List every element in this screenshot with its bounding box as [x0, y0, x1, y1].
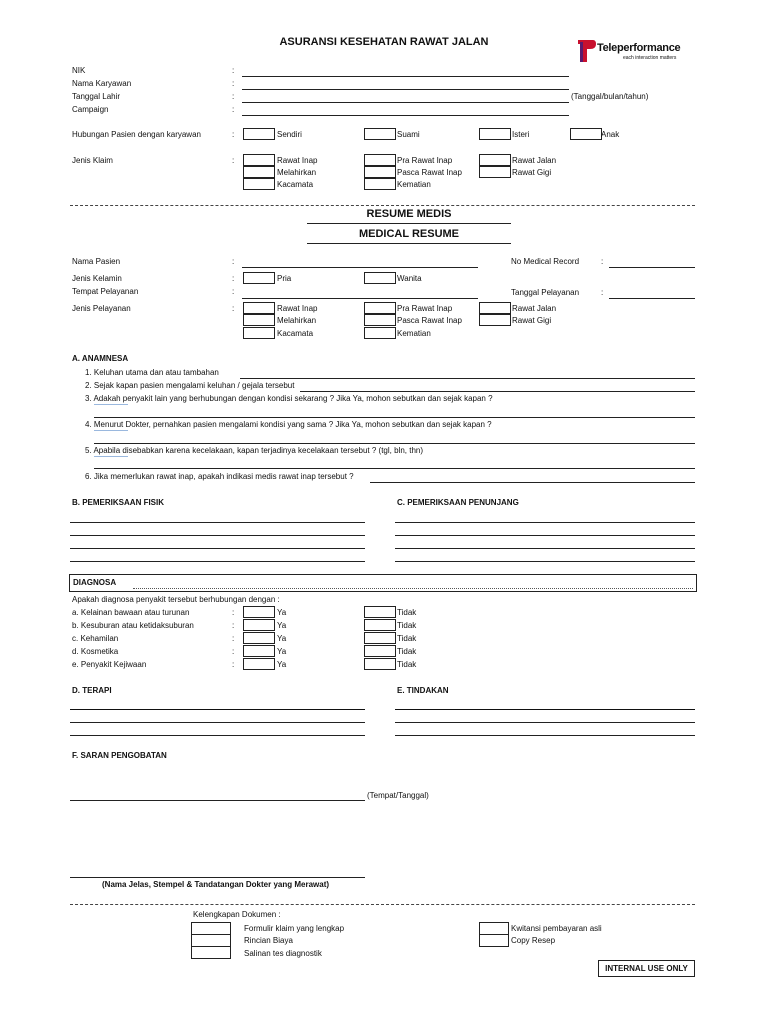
checkbox-klaim-rawat-gigi[interactable]	[479, 166, 511, 178]
fisik-line-3[interactable]	[70, 548, 365, 549]
anamnesa-heading: A. ANAMNESA	[72, 354, 129, 363]
anamnesa-answer-2[interactable]	[300, 391, 695, 392]
label-tidak-c: Tidak	[397, 634, 417, 643]
fisik-line-1[interactable]	[70, 522, 365, 523]
tempat-tanggal-label: (Tempat/Tanggal)	[367, 791, 429, 800]
diagnosa-box[interactable]	[69, 574, 697, 592]
nik-label: NIK	[72, 66, 86, 75]
diagnosa-row-e: e. Penyakit Kejiwaan	[72, 660, 147, 669]
option-wanita: Wanita	[397, 274, 422, 283]
diagnosa-colon-b: :	[232, 621, 235, 630]
label-tidak-d: Tidak	[397, 647, 417, 656]
anamnesa-item-1: 1. Keluhan utama dan atau tambahan	[85, 368, 219, 377]
pelayanan-kacamata: Kacamata	[277, 329, 314, 338]
checkbox-pria[interactable]	[243, 272, 275, 284]
jenis-kelamin-colon: :	[232, 274, 235, 283]
jenis-pelayanan-label: Jenis Pelayanan	[72, 304, 131, 313]
logo-brand: Teleperformance	[597, 42, 681, 54]
diagnosa-colon-a: :	[232, 608, 235, 617]
hubungan-label: Hubungan Pasien dengan karyawan	[72, 130, 201, 139]
checkbox-klaim-rawat-jalan[interactable]	[479, 154, 511, 166]
fisik-line-2[interactable]	[70, 535, 365, 536]
checkbox-salinan-tes[interactable]	[191, 946, 231, 959]
nik-colon: :	[232, 66, 235, 75]
checkbox-suami[interactable]	[364, 128, 396, 140]
doc-kwitansi: Kwitansi pembayaran asli	[511, 924, 602, 933]
checkbox-wanita[interactable]	[364, 272, 396, 284]
checkbox-klaim-melahirkan[interactable]	[243, 166, 275, 178]
anamnesa-answer-6[interactable]	[370, 482, 695, 483]
klaim-kacamata: Kacamata	[277, 180, 314, 189]
checkbox-ya-c[interactable]	[243, 632, 275, 644]
klaim-pra-rawat-inap: Pra Rawat Inap	[397, 156, 453, 165]
diagnosa-question: Apakah diagnosa penyakit tersebut berhubungan dengan :	[72, 595, 280, 604]
nama-karyawan-label: Nama Karyawan	[72, 79, 132, 88]
penunjang-line-2[interactable]	[395, 535, 695, 536]
checkbox-pelayanan-kematian[interactable]	[364, 327, 396, 339]
doc-rincian-biaya: Rincian Biaya	[244, 936, 293, 945]
tanggal-pelayanan-field[interactable]	[609, 298, 695, 299]
tempat-pelayanan-label: Tempat Pelayanan	[72, 287, 139, 296]
pemeriksaan-fisik-heading: B. PEMERIKSAAN FISIK	[72, 498, 165, 507]
teleperformance-logo-icon	[575, 38, 597, 64]
checkbox-pelayanan-kacamata[interactable]	[243, 327, 275, 339]
no-medical-record-field[interactable]	[609, 267, 695, 268]
checkbox-pelayanan-pasca-rawat-inap[interactable]	[364, 314, 396, 326]
tindakan-heading: E. TINDAKAN	[397, 686, 449, 695]
hubungan-colon: :	[232, 130, 235, 139]
campaign-label: Campaign	[72, 105, 109, 114]
label-ya-d: Ya	[277, 647, 287, 656]
anamnesa-item-3: 3. Adakah penyakit lain yang berhubungan dengan kondisi sekarang ? Jika Ya, mohon sebutkan dan sejak kapan ?	[85, 394, 493, 403]
kelengkapan-heading: Kelengkapan Dokumen :	[193, 910, 281, 919]
checkbox-pelayanan-rawat-gigi[interactable]	[479, 314, 511, 326]
checkbox-ya-b[interactable]	[243, 619, 275, 631]
divider-dashed-2	[70, 904, 695, 905]
option-anak: Anak	[601, 130, 620, 139]
checkbox-ya-e[interactable]	[243, 658, 275, 670]
diagnosa-colon-c: :	[232, 634, 235, 643]
checkbox-isteri[interactable]	[479, 128, 511, 140]
pelayanan-pra-rawat-inap: Pra Rawat Inap	[397, 304, 453, 313]
anamnesa-mark-4	[94, 430, 128, 431]
tindakan-line-1[interactable]	[395, 709, 695, 710]
checkbox-klaim-rawat-inap[interactable]	[243, 154, 275, 166]
label-ya-e: Ya	[277, 660, 287, 669]
diagnosa-row-a: a. Kelainan bawaan atau turunan	[72, 608, 190, 617]
checkbox-klaim-pasca-rawat-inap[interactable]	[364, 166, 396, 178]
jenis-klaim-colon: :	[232, 156, 235, 165]
tindakan-line-3[interactable]	[395, 735, 695, 736]
checkbox-tidak-d[interactable]	[364, 645, 396, 657]
diagnosa-row-d: d. Kosmetika	[72, 647, 119, 656]
pelayanan-kematian: Kematian	[397, 329, 431, 338]
anamnesa-answer-4[interactable]	[94, 443, 695, 444]
tempat-pelayanan-colon: :	[232, 287, 235, 296]
klaim-rawat-jalan: Rawat Jalan	[512, 156, 557, 165]
anamnesa-answer-5[interactable]	[94, 468, 695, 469]
diagnosa-colon-d: :	[232, 647, 235, 656]
diagnosa-field[interactable]	[133, 588, 693, 589]
anamnesa-mark-5	[94, 456, 128, 457]
label-ya-b: Ya	[277, 621, 287, 630]
pelayanan-rawat-inap: Rawat Inap	[277, 304, 318, 313]
anamnesa-item-4: 4. Menurut Dokter, pernahkan pasien mengalami kondisi yang sama ? Jika Ya, mohon sebutkan dan sejak kapan ?	[85, 420, 492, 429]
diagnosa-row-c: c. Kehamilan	[72, 634, 119, 643]
no-medical-record-colon: :	[601, 257, 604, 266]
pelayanan-rawat-gigi: Rawat Gigi	[512, 316, 552, 325]
logo-tagline: each interaction matters	[623, 55, 677, 61]
checkbox-tidak-e[interactable]	[364, 658, 396, 670]
logo	[575, 38, 695, 68]
diagnosa-heading: DIAGNOSA	[73, 578, 117, 587]
fisik-line-4[interactable]	[70, 561, 365, 562]
checkbox-pelayanan-rawat-inap[interactable]	[243, 302, 275, 314]
nama-karyawan-field[interactable]	[242, 89, 569, 90]
anamnesa-answer-1[interactable]	[240, 378, 695, 379]
signature-caption: (Nama Jelas, Stempel & Tandatangan Dokter yang Merawat)	[102, 880, 330, 889]
label-ya-c: Ya	[277, 634, 287, 643]
nama-pasien-field[interactable]	[242, 267, 478, 268]
penunjang-line-1[interactable]	[395, 522, 695, 523]
anamnesa-item-6: 6. Jika memerlukan rawat inap, apakah indikasi medis rawat inap tersebut ?	[85, 472, 354, 481]
option-suami: Suami	[397, 130, 420, 139]
checkbox-klaim-pra-rawat-inap[interactable]	[364, 154, 396, 166]
internal-use-box	[598, 960, 695, 977]
option-pria: Pria	[277, 274, 292, 283]
label-tidak-b: Tidak	[397, 621, 417, 630]
jenis-pelayanan-colon: :	[232, 304, 235, 313]
tempat-pelayanan-field[interactable]	[242, 298, 478, 299]
no-medical-record-label: No Medical Record	[511, 257, 580, 266]
checkbox-klaim-kematian[interactable]	[364, 178, 396, 190]
option-sendiri: Sendiri	[277, 130, 302, 139]
resume-medis-title: RESUME MEDIS	[366, 208, 452, 220]
nik-field[interactable]	[242, 76, 569, 77]
klaim-pasca-rawat-inap: Pasca Rawat Inap	[397, 168, 462, 177]
label-tidak-e: Tidak	[397, 660, 417, 669]
terapi-heading: D. TERAPI	[72, 686, 112, 695]
doc-copy-resep: Copy Resep	[511, 936, 556, 945]
klaim-rawat-inap: Rawat Inap	[277, 156, 318, 165]
checkbox-klaim-kacamata[interactable]	[243, 178, 275, 190]
campaign-field[interactable]	[242, 115, 569, 116]
checkbox-pelayanan-rawat-jalan[interactable]	[479, 302, 511, 314]
anamnesa-item-5: 5. Apabila disebabkan karena kecelakaan, kapan terjadinya kecelakaan tersebut ? (tgl, bln, thn)	[85, 446, 423, 455]
checkbox-copy-resep[interactable]	[479, 934, 509, 947]
penunjang-line-3[interactable]	[395, 548, 695, 549]
klaim-melahirkan: Melahirkan	[277, 168, 317, 177]
klaim-kematian: Kematian	[397, 180, 431, 189]
terapi-line-3[interactable]	[70, 735, 365, 736]
tanggal-pelayanan-colon: :	[601, 288, 604, 297]
checkbox-sendiri[interactable]	[243, 128, 275, 140]
pemeriksaan-penunjang-heading: C. PEMERIKSAAN PENUNJANG	[397, 498, 519, 507]
checkbox-ya-d[interactable]	[243, 645, 275, 657]
checkbox-ya-a[interactable]	[243, 606, 275, 618]
checkbox-tidak-a[interactable]	[364, 606, 396, 618]
terapi-line-2[interactable]	[70, 722, 365, 723]
pelayanan-pasca-rawat-inap: Pasca Rawat Inap	[397, 316, 462, 325]
medical-resume-underline	[307, 243, 511, 244]
klaim-rawat-gigi: Rawat Gigi	[512, 168, 552, 177]
anamnesa-mark-3	[94, 404, 128, 405]
nama-pasien-colon: :	[232, 257, 235, 266]
tempat-tanggal-field[interactable]	[70, 800, 365, 801]
label-tidak-a: Tidak	[397, 608, 417, 617]
option-isteri: Isteri	[512, 130, 530, 139]
terapi-line-1[interactable]	[70, 709, 365, 710]
doc-salinan-tes: Salinan tes diagnostik	[244, 949, 322, 958]
tanggal-lahir-colon: :	[232, 92, 235, 101]
tanggal-format-hint: (Tanggal/bulan/tahun)	[571, 92, 649, 101]
tanggal-pelayanan-label: Tanggal Pelayanan	[511, 288, 580, 297]
nama-pasien-label: Nama Pasien	[72, 257, 121, 266]
diagnosa-row-b: b. Kesuburan atau ketidaksuburan	[72, 621, 194, 630]
internal-use-label: INTERNAL USE ONLY	[605, 964, 688, 973]
checkbox-anak[interactable]	[570, 128, 602, 140]
penunjang-line-4[interactable]	[395, 561, 695, 562]
jenis-kelamin-label: Jenis Kelamin	[72, 274, 122, 283]
divider-dashed-1	[70, 205, 695, 206]
checkbox-pelayanan-melahirkan[interactable]	[243, 314, 275, 326]
form-title: ASURANSI KESEHATAN RAWAT JALAN	[279, 36, 489, 48]
pelayanan-rawat-jalan: Rawat Jalan	[512, 304, 557, 313]
doc-formulir-klaim: Formulir klaim yang lengkap	[244, 924, 345, 933]
checkbox-tidak-c[interactable]	[364, 632, 396, 644]
saran-pengobatan-heading: F. SARAN PENGOBATAN	[72, 751, 167, 760]
medical-resume-title: MEDICAL RESUME	[358, 228, 460, 240]
jenis-klaim-label: Jenis Klaim	[72, 156, 113, 165]
resume-title-underline	[307, 223, 511, 224]
diagnosa-colon-e: :	[232, 660, 235, 669]
campaign-colon: :	[232, 105, 235, 114]
label-ya-a: Ya	[277, 608, 287, 617]
anamnesa-answer-3[interactable]	[94, 417, 695, 418]
tindakan-line-2[interactable]	[395, 722, 695, 723]
checkbox-tidak-b[interactable]	[364, 619, 396, 631]
anamnesa-item-2: 2. Sejak kapan pasien mengalami keluhan / gejala tersebut	[85, 381, 295, 390]
signature-field[interactable]	[70, 877, 365, 878]
tanggal-lahir-label: Tanggal Lahir	[72, 92, 121, 101]
nama-karyawan-colon: :	[232, 79, 235, 88]
tanggal-lahir-field[interactable]	[242, 102, 569, 103]
checkbox-pelayanan-pra-rawat-inap[interactable]	[364, 302, 396, 314]
pelayanan-melahirkan: Melahirkan	[277, 316, 317, 325]
